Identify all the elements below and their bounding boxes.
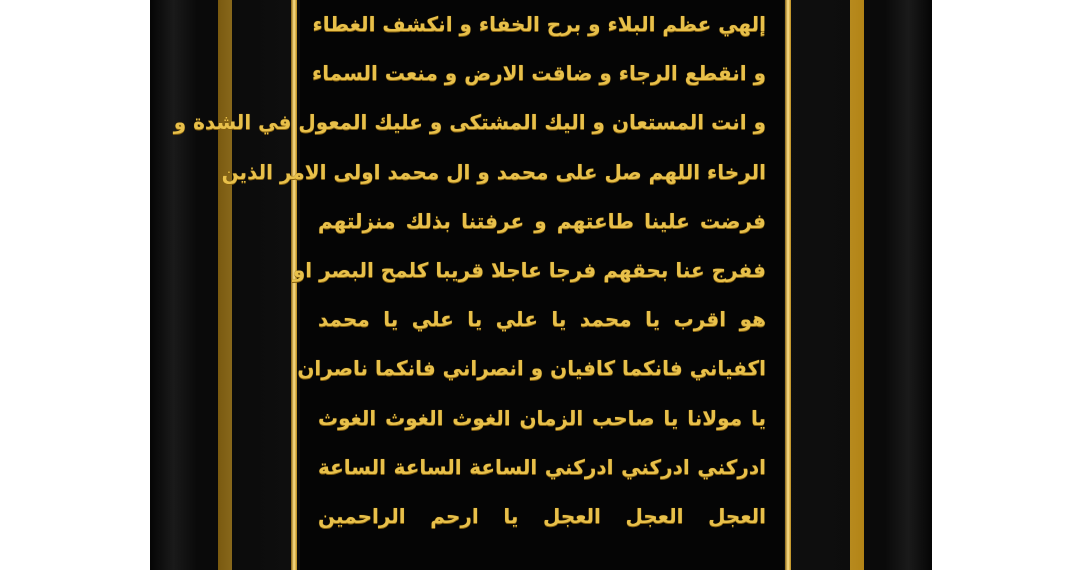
- prayer-line: اكفياني فانكما كافيان و انصراني فانكما ناصران: [297, 356, 766, 381]
- prayer-line: و انقطع الرجاء و ضاقت الارض و منعت السماء: [312, 61, 766, 86]
- prayer-line: ادركني ادركني ادركني الساعة الساعة الساعة: [318, 454, 766, 479]
- prayer-line: يا مولانا يا صاحب الزمان الغوث الغوث الغوث: [318, 405, 766, 430]
- prayer-line: العجل العجل العجل يا ارحم الراحمين: [318, 503, 766, 528]
- prayer-line: هو اقرب يا محمد يا علي يا علي يا محمد: [318, 307, 766, 332]
- prayer-text: [173, 0, 766, 541]
- prayer-line: فرضت علينا طاعتهم و عرفتنا بذلك منزلتهم: [318, 208, 766, 233]
- calligraphy-panel: [173, 0, 784, 570]
- prayer-line: إلهي عظم البلاء و برح الخفاء و انكشف الغطاء: [312, 12, 766, 36]
- prayer-line: ففرج عنا بحقهم فرجا عاجلا قريبا كلمح البصر او: [292, 257, 766, 282]
- frame-gold-line-right: [785, 0, 791, 570]
- prayer-line: الرخاء اللهم صل على محمد و ال محمد اولى الامر الذين: [221, 159, 766, 184]
- prayer-line: و انت المستعان و اليك المشتكى و عليك المعول في الشدة و: [173, 110, 766, 135]
